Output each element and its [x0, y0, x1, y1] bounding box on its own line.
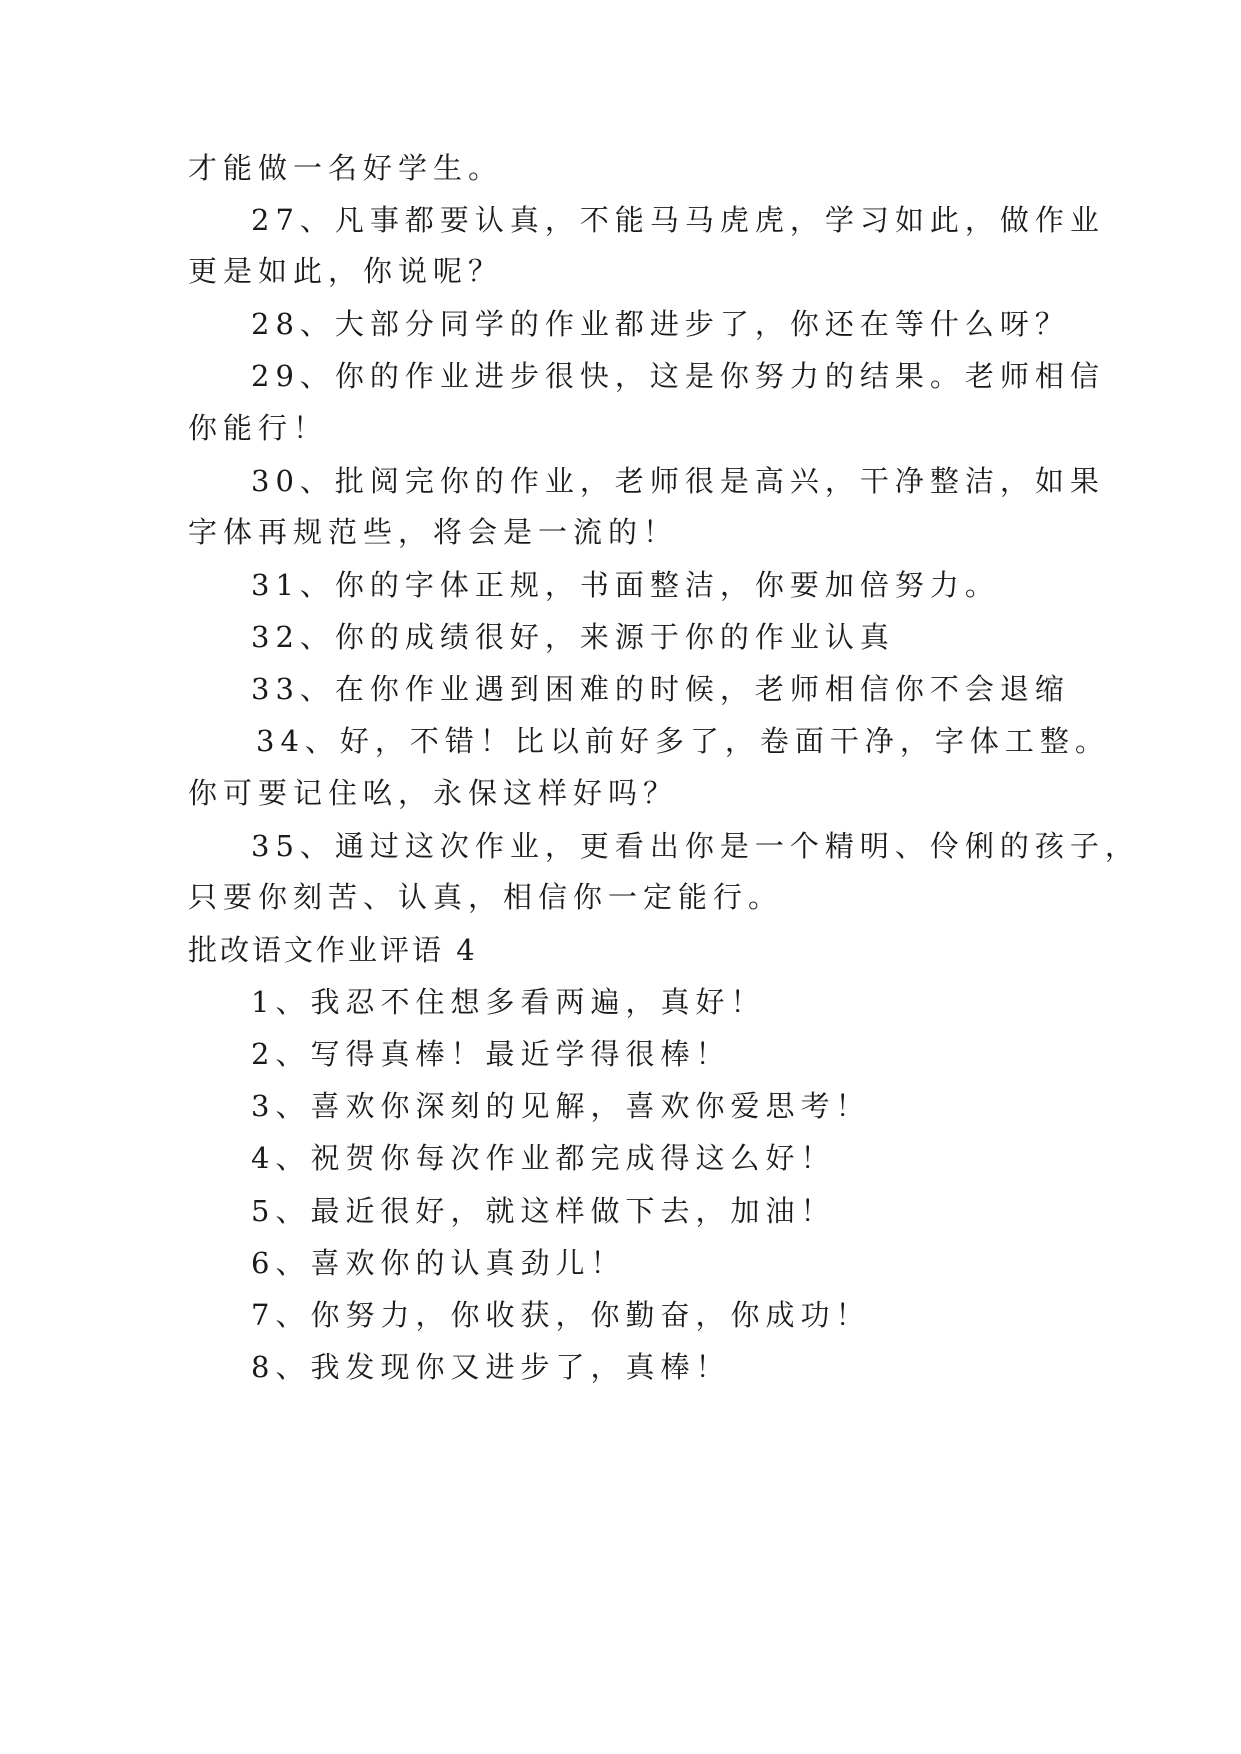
section-heading: 批改语文作业评语 4: [188, 933, 478, 967]
text-line: 30、批阅完你的作业，老师很是高兴，干净整洁，如果: [251, 464, 1105, 498]
text-line: 33、在你作业遇到困难的时候，老师相信你不会退缩: [251, 672, 1070, 706]
text-line: 35、通过这次作业，更看出你是一个精明、伶俐的孩子，: [251, 829, 1140, 863]
text-line: 你可要记住吆，永保这样好吗？: [188, 776, 679, 810]
text-line: 31、你的字体正规，书面整洁，你要加倍努力。: [251, 568, 1000, 602]
list-item: 2、写得真棒！最近学得很棒！: [251, 1037, 731, 1071]
list-item: 7、你努力，你收获，你勤奋，你成功！: [251, 1298, 871, 1332]
list-item: 1、我忍不住想多看两遍，真好！: [251, 985, 766, 1019]
list-item: 4、祝贺你每次作业都完成得这么好！: [251, 1141, 836, 1175]
text-line: 字体再规范些，将会是一流的！: [188, 515, 679, 549]
list-item: 5、最近很好，就这样做下去，加油！: [251, 1194, 836, 1228]
list-item: 3、喜欢你深刻的见解，喜欢你爱思考！: [251, 1089, 871, 1123]
list-item: 8、我发现你又进步了，真棒！: [251, 1350, 731, 1384]
text-line: 34、好，不错！比以前好多了，卷面干净，字体工整。: [256, 724, 1110, 758]
text-line: 只要你刻苦、认真，相信你一定能行。: [188, 880, 784, 914]
text-line: 才能做一名好学生。: [188, 151, 504, 185]
text-line: 29、你的作业进步很快，这是你努力的结果。老师相信: [251, 359, 1105, 393]
text-line: 27、凡事都要认真，不能马马虎虎，学习如此，做作业: [251, 203, 1105, 237]
text-line: 32、你的成绩很好，来源于你的作业认真: [251, 620, 895, 654]
text-line: 你能行！: [188, 411, 329, 445]
list-item: 6、喜欢你的认真劲儿！: [251, 1246, 626, 1280]
text-line: 28、大部分同学的作业都进步了，你还在等什么呀？: [251, 307, 1070, 341]
text-line: 更是如此，你说呢？: [188, 254, 504, 288]
